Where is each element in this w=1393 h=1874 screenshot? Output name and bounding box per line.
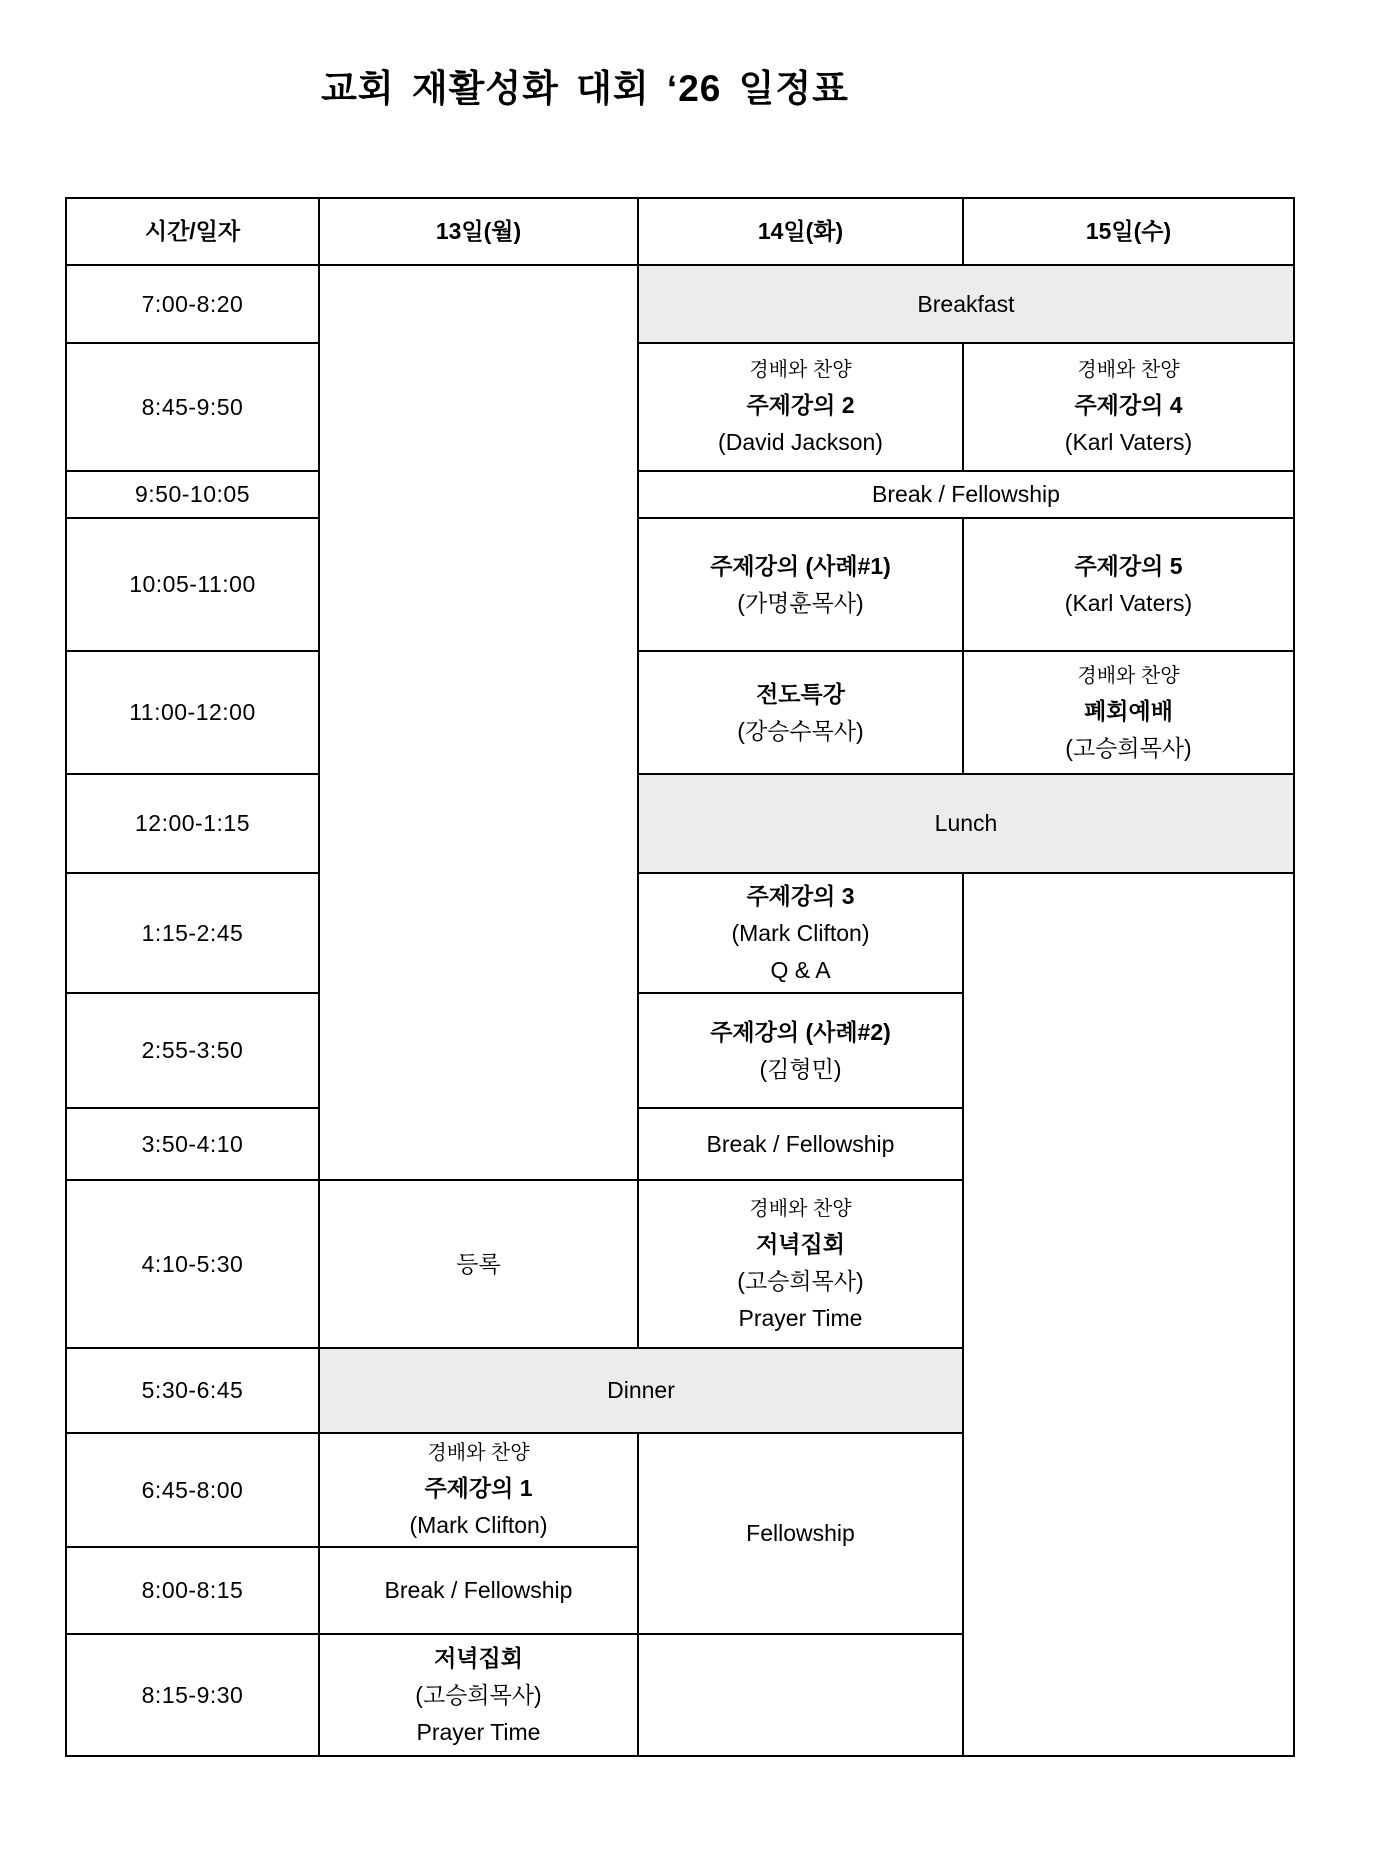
- lecture-title: 주제강의 (사례#2): [710, 1018, 891, 1045]
- speaker-name: (고승희목사): [1065, 734, 1192, 761]
- time-label: 1:15-2:45: [66, 873, 319, 993]
- cell-mon-break-fellowship: Break / Fellowship: [319, 1547, 638, 1634]
- time-label: 8:15-9:30: [66, 1634, 319, 1756]
- cell-mon-lecture-1: [319, 1433, 638, 1547]
- worship-praise-line: 경배와 찬양: [1077, 359, 1180, 381]
- cell-tue-lecture-3: [638, 873, 963, 993]
- header-time: 시간/일자: [66, 198, 319, 265]
- cell-tue-evangelism-special: [638, 651, 963, 774]
- qa-line: Q & A: [770, 956, 831, 983]
- cell-wed-afternoon-empty: [963, 873, 1294, 1756]
- worship-praise-line: 경배와 찬양: [749, 1197, 852, 1220]
- header-row: [66, 198, 1294, 265]
- row-1005: [66, 518, 1294, 651]
- time-label: 5:30-6:45: [66, 1348, 319, 1433]
- time-label: 7:00-8:20: [66, 265, 319, 343]
- lecture-title: 주제강의 5: [1074, 552, 1183, 579]
- cell-tue-fellowship: Fellowship: [638, 1433, 963, 1634]
- cell-tue-lecture-2: [638, 343, 963, 471]
- time-label: 10:05-11:00: [66, 518, 319, 651]
- lecture-title: 주제강의 4: [1074, 392, 1183, 418]
- cell-break-fellowship-morning: Break / Fellowship: [638, 471, 1294, 518]
- page-title: 교회 재활성화 대회 ‘26 일정표: [321, 68, 849, 109]
- cell-tue-case-study-2: [638, 993, 963, 1108]
- time-label: 8:00-8:15: [66, 1547, 319, 1634]
- time-label: 11:00-12:00: [66, 651, 319, 774]
- cell-breakfast: Breakfast: [638, 265, 1294, 343]
- lecture-title: 주제강의 3: [746, 882, 855, 909]
- header-mon-13: 13일(월): [319, 198, 638, 265]
- lecture-title: 폐회예배: [1084, 697, 1173, 724]
- cell-mon-registration: 등록: [319, 1180, 638, 1348]
- worship-praise-line: 경배와 찬양: [427, 1442, 530, 1464]
- row-0700: [66, 265, 1294, 343]
- prayer-time-line: Prayer Time: [738, 1304, 863, 1331]
- page: [0, 58, 1393, 1874]
- cell-tue-case-study-1: [638, 518, 963, 651]
- lecture-title: 주제강의 1: [424, 1475, 533, 1501]
- cell-lunch: Lunch: [638, 774, 1294, 873]
- cell-wed-closing-worship: [963, 651, 1294, 774]
- speaker-name: (고승희목사): [415, 1681, 542, 1708]
- lecture-title: 주제강의 2: [746, 392, 855, 418]
- cell-wed-lecture-5: [963, 518, 1294, 651]
- lecture-title: 저녁집회: [756, 1230, 845, 1257]
- cell-dinner: Dinner: [319, 1348, 963, 1433]
- speaker-name: (Mark Clifton): [409, 1512, 548, 1538]
- speaker-name: (김형민): [759, 1055, 842, 1082]
- row-1200: [66, 774, 1294, 873]
- speaker-name: (가명훈목사): [737, 589, 864, 616]
- speaker-name: (David Jackson): [718, 429, 883, 455]
- time-label: 3:50-4:10: [66, 1108, 319, 1180]
- time-label: 8:45-9:50: [66, 343, 319, 471]
- time-label: 12:00-1:15: [66, 774, 319, 873]
- lecture-title: 주제강의 (사례#1): [710, 552, 891, 579]
- speaker-name: (Mark Clifton): [731, 919, 870, 946]
- speaker-name: (강승수목사): [737, 717, 864, 744]
- speaker-name: (고승희목사): [737, 1267, 864, 1294]
- time-label: 6:45-8:00: [66, 1433, 319, 1547]
- cell-mon-morning-empty: [319, 265, 638, 1180]
- worship-praise-line: 경배와 찬양: [749, 359, 852, 381]
- speaker-name: (Karl Vaters): [1064, 589, 1193, 616]
- cell-tue-break-fellowship: Break / Fellowship: [638, 1108, 963, 1180]
- schedule-table: [65, 197, 1295, 1757]
- time-label: 2:55-3:50: [66, 993, 319, 1108]
- cell-tue-evening-meeting: [638, 1180, 963, 1348]
- time-label: 9:50-10:05: [66, 471, 319, 518]
- speaker-name: (Karl Vaters): [1064, 429, 1193, 455]
- row-1100: [66, 651, 1294, 774]
- lecture-title: 전도특강: [756, 680, 845, 707]
- prayer-time-line: Prayer Time: [416, 1718, 541, 1745]
- cell-tue-late-empty: [638, 1634, 963, 1756]
- row-0845: [66, 343, 1294, 471]
- lecture-title: 저녁집회: [434, 1644, 523, 1671]
- header-wed-15: 15일(수): [963, 198, 1294, 265]
- header-tue-14: 14일(화): [638, 198, 963, 265]
- row-0950: [66, 471, 1294, 518]
- cell-mon-evening-meeting: [319, 1634, 638, 1756]
- worship-praise-line: 경배와 찬양: [1077, 664, 1180, 687]
- row-1315: [66, 873, 1294, 993]
- time-label: 4:10-5:30: [66, 1180, 319, 1348]
- cell-wed-lecture-4: [963, 343, 1294, 471]
